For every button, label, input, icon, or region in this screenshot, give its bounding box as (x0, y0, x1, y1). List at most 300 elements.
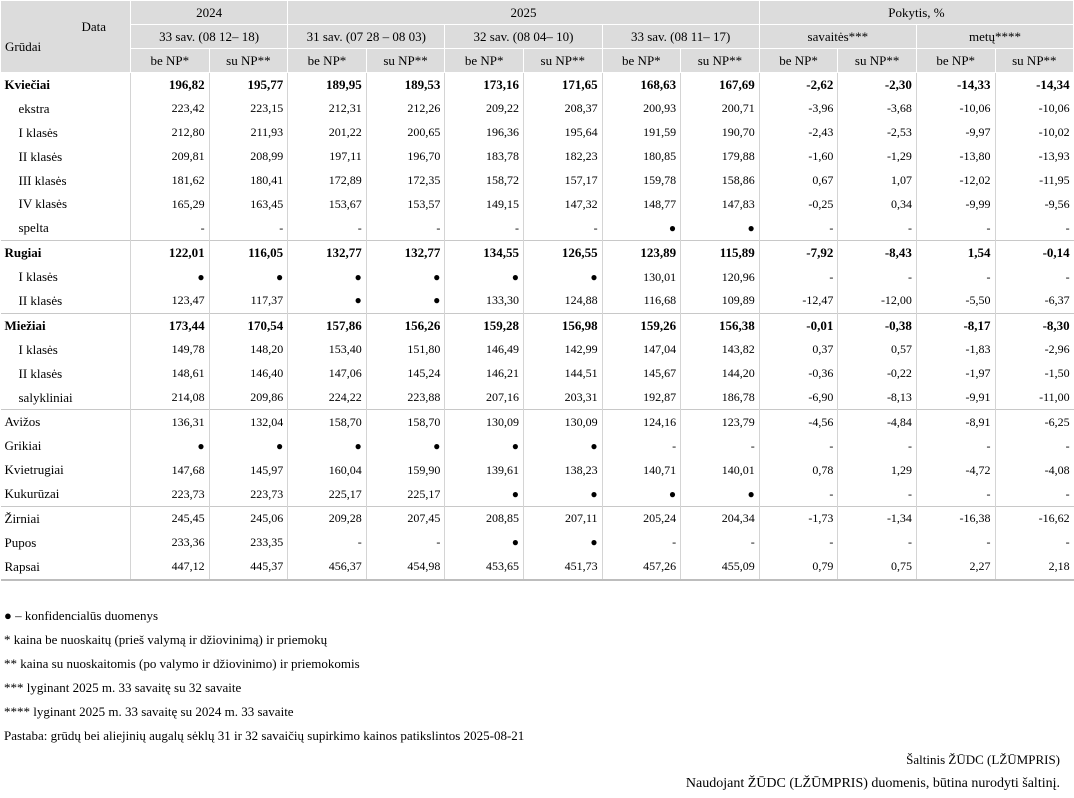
value-cell: 116,68 (602, 289, 681, 313)
value-cell: -0,38 (838, 313, 917, 337)
value-cell: ● (602, 216, 681, 240)
table-row (1, 192, 1074, 216)
value-cell: 145,24 (366, 362, 445, 386)
value-cell: 120,96 (681, 265, 760, 289)
table-row (1, 216, 1074, 240)
value-cell: -4,08 (995, 458, 1074, 482)
value-cell: 147,06 (288, 362, 367, 386)
value-cell: -6,90 (759, 386, 838, 410)
value-cell: 182,23 (523, 145, 602, 169)
value-cell: 456,37 (288, 555, 367, 580)
value-cell: 132,77 (366, 241, 445, 265)
value-cell: 208,85 (445, 507, 524, 531)
note-yearly: **** lyginant 2025 m. 33 savaitę su 2024 m. 33 savaite (4, 704, 294, 719)
value-cell: - (995, 482, 1074, 506)
value-cell: 245,45 (131, 507, 210, 531)
value-cell: -12,02 (916, 169, 995, 193)
value-cell: 209,28 (288, 507, 367, 531)
value-cell: ● (445, 434, 524, 458)
value-cell: -1,60 (759, 145, 838, 169)
value-cell: 173,44 (131, 313, 210, 337)
value-cell: 165,29 (131, 192, 210, 216)
value-cell: 142,99 (523, 338, 602, 362)
value-cell: -9,97 (916, 121, 995, 145)
value-cell: 191,59 (602, 121, 681, 145)
value-cell: -0,25 (759, 192, 838, 216)
value-cell: ● (288, 434, 367, 458)
value-cell: ● (523, 434, 602, 458)
value-cell: -8,13 (838, 386, 917, 410)
value-cell: 0,34 (838, 192, 917, 216)
header-week-33-2024: 33 sav. (08 12– 18) (131, 25, 288, 49)
value-cell: 457,26 (602, 555, 681, 580)
value-cell: 145,97 (209, 458, 288, 482)
value-cell: - (916, 531, 995, 555)
table-row (1, 362, 1074, 386)
value-cell: ● (288, 289, 367, 313)
header-be-np: be NP* (445, 49, 524, 73)
value-cell: 196,70 (366, 145, 445, 169)
value-cell: -1,83 (916, 338, 995, 362)
value-cell: 233,35 (209, 531, 288, 555)
value-cell: 0,57 (838, 338, 917, 362)
value-cell: 451,73 (523, 555, 602, 580)
value-cell: -14,34 (995, 73, 1074, 97)
table-row (1, 338, 1074, 362)
value-cell: 144,51 (523, 362, 602, 386)
value-cell: ● (681, 482, 760, 506)
value-cell: 123,89 (602, 241, 681, 265)
value-cell: 153,67 (288, 192, 367, 216)
value-cell: 180,41 (209, 169, 288, 193)
value-cell: 144,20 (681, 362, 760, 386)
value-cell: 1,07 (838, 169, 917, 193)
value-cell: 158,86 (681, 169, 760, 193)
value-cell: 109,89 (681, 289, 760, 313)
value-cell: -10,06 (995, 97, 1074, 121)
header-su-np: su NP** (366, 49, 445, 73)
header-su-np: su NP** (209, 49, 288, 73)
value-cell: - (916, 482, 995, 506)
value-cell: ● (523, 531, 602, 555)
value-cell: -16,62 (995, 507, 1074, 531)
value-cell: 159,78 (602, 169, 681, 193)
value-cell: 212,31 (288, 97, 367, 121)
value-cell: 209,81 (131, 145, 210, 169)
value-cell: 186,78 (681, 386, 760, 410)
value-cell: ● (131, 265, 210, 289)
value-cell: 223,73 (131, 482, 210, 506)
note-confidential: ● – konfidencialūs duomenys (4, 608, 159, 623)
row-label: II klasės (18, 365, 63, 381)
value-cell: 149,15 (445, 192, 524, 216)
value-cell: 455,09 (681, 555, 760, 580)
value-cell: -7,92 (759, 241, 838, 265)
value-cell: -1,50 (995, 362, 1074, 386)
note-be-np: * kaina be nuoskaitų (prieš valymą ir džiovinimą) ir priemokų (4, 632, 328, 647)
value-cell: -2,43 (759, 121, 838, 145)
value-cell: 195,64 (523, 121, 602, 145)
table-row (1, 121, 1074, 145)
value-cell: - (916, 216, 995, 240)
value-cell: 201,22 (288, 121, 367, 145)
value-cell: 146,21 (445, 362, 524, 386)
row-label: III klasės (18, 172, 67, 188)
value-cell: 207,11 (523, 507, 602, 531)
value-cell: 167,69 (681, 73, 760, 97)
value-cell: -8,43 (838, 241, 917, 265)
value-cell: 157,86 (288, 313, 367, 337)
value-cell: 149,78 (131, 338, 210, 362)
value-cell: 200,65 (366, 121, 445, 145)
row-label: I klasės (18, 269, 58, 285)
value-cell: -0,14 (995, 241, 1074, 265)
value-cell: 209,86 (209, 386, 288, 410)
value-cell: 139,61 (445, 458, 524, 482)
value-cell: 454,98 (366, 555, 445, 580)
value-cell: - (995, 531, 1074, 555)
value-cell: 147,83 (681, 192, 760, 216)
header-grudai-label: Grūdai (5, 39, 42, 54)
value-cell: ● (445, 265, 524, 289)
value-cell: - (838, 216, 917, 240)
value-cell: 123,79 (681, 410, 760, 434)
value-cell: 159,28 (445, 313, 524, 337)
value-cell: 133,30 (445, 289, 524, 313)
value-cell: 146,40 (209, 362, 288, 386)
value-cell: - (681, 434, 760, 458)
value-cell: -10,02 (995, 121, 1074, 145)
value-cell: 122,01 (131, 241, 210, 265)
value-cell: ● (445, 482, 524, 506)
value-cell: 445,37 (209, 555, 288, 580)
value-cell: 205,24 (602, 507, 681, 531)
value-cell: - (366, 531, 445, 555)
row-label: II klasės (18, 292, 63, 308)
note-pastaba: Pastaba: grūdų bei aliejinių augalų sėklų 31 ir 32 savaičių supirkimo kainos patikslintos 2025-08-21 (4, 728, 525, 743)
value-cell: -4,72 (916, 458, 995, 482)
table-row (1, 289, 1074, 313)
table-row (1, 145, 1074, 169)
value-cell: 130,09 (445, 410, 524, 434)
value-cell: -2,53 (838, 121, 917, 145)
row-label: ekstra (18, 100, 50, 116)
header-su-np: su NP** (523, 49, 602, 73)
value-cell: 153,57 (366, 192, 445, 216)
value-cell: ● (131, 434, 210, 458)
row-label: Miežiai (1, 313, 131, 337)
value-cell: 132,77 (288, 241, 367, 265)
note-weekly: *** lyginant 2025 m. 33 savaitę su 32 savaite (4, 680, 242, 695)
value-cell: 136,31 (131, 410, 210, 434)
value-cell: 180,85 (602, 145, 681, 169)
source-label: Šaltinis ŽŪDC (LŽŪMPRIS) (906, 752, 1060, 767)
value-cell: - (759, 531, 838, 555)
value-cell: 140,71 (602, 458, 681, 482)
header-year-2025: 2025 (288, 1, 760, 25)
value-cell: 204,34 (681, 507, 760, 531)
value-cell: -8,30 (995, 313, 1074, 337)
value-cell: -0,22 (838, 362, 917, 386)
value-cell: -4,84 (838, 410, 917, 434)
value-cell: 148,77 (602, 192, 681, 216)
value-cell: 196,82 (131, 73, 210, 97)
header-corner-cell (1, 1, 131, 73)
table-row (1, 507, 1074, 531)
value-cell: -13,80 (916, 145, 995, 169)
value-cell: 173,16 (445, 73, 524, 97)
value-cell: 233,36 (131, 531, 210, 555)
table-row (1, 555, 1074, 580)
value-cell: 116,05 (209, 241, 288, 265)
value-cell: 200,93 (602, 97, 681, 121)
source-note: Naudojant ŽŪDC (LŽŪMPRIS) duomenis, būtina nurodyti šaltinį. (685, 776, 1060, 791)
value-cell: -13,93 (995, 145, 1074, 169)
row-label: Grikiai (4, 438, 42, 454)
value-cell: 224,22 (288, 386, 367, 410)
value-cell: 192,87 (602, 386, 681, 410)
value-cell: 183,78 (445, 145, 524, 169)
value-cell: ● (366, 434, 445, 458)
value-cell: ● (209, 434, 288, 458)
row-label: Žirniai (1, 507, 131, 531)
row-label: I klasės (18, 124, 58, 140)
value-cell: ● (366, 289, 445, 313)
value-cell: 160,04 (288, 458, 367, 482)
table-row (1, 458, 1074, 482)
value-cell: - (838, 482, 917, 506)
value-cell: ● (445, 531, 524, 555)
value-cell: - (838, 531, 917, 555)
value-cell: 151,80 (366, 338, 445, 362)
value-cell: 153,40 (288, 338, 367, 362)
value-cell: -10,06 (916, 97, 995, 121)
value-cell: 132,04 (209, 410, 288, 434)
value-cell: 159,90 (366, 458, 445, 482)
header-week-31-2025: 31 sav. (07 28 – 08 03) (288, 25, 445, 49)
value-cell: -11,00 (995, 386, 1074, 410)
row-label: Rugiai (1, 241, 131, 265)
value-cell: 190,70 (681, 121, 760, 145)
value-cell: 2,27 (916, 555, 995, 580)
table-body (1, 73, 1074, 580)
value-cell: 168,63 (602, 73, 681, 97)
value-cell: ● (209, 265, 288, 289)
value-cell: -0,01 (759, 313, 838, 337)
value-cell: 146,49 (445, 338, 524, 362)
value-cell: 1,29 (838, 458, 917, 482)
table-row (1, 313, 1074, 337)
header-be-np: be NP* (288, 49, 367, 73)
value-cell: 0,67 (759, 169, 838, 193)
value-cell: - (838, 265, 917, 289)
value-cell: - (759, 216, 838, 240)
value-cell: 130,09 (523, 410, 602, 434)
value-cell: - (681, 531, 760, 555)
value-cell: 140,01 (681, 458, 760, 482)
value-cell: - (759, 482, 838, 506)
value-cell: - (759, 434, 838, 458)
value-cell: - (995, 434, 1074, 458)
row-label: Avižos (1, 410, 131, 434)
value-cell: 158,70 (288, 410, 367, 434)
table-row (1, 169, 1074, 193)
value-cell: 172,89 (288, 169, 367, 193)
value-cell: -3,68 (838, 97, 917, 121)
row-label: Kviečiai (1, 73, 131, 97)
header-su-np: su NP** (838, 49, 917, 73)
value-cell: 134,55 (445, 241, 524, 265)
value-cell: 223,15 (209, 97, 288, 121)
value-cell: -4,56 (759, 410, 838, 434)
value-cell: 207,16 (445, 386, 524, 410)
row-label: I klasės (18, 341, 58, 357)
value-cell: -5,50 (916, 289, 995, 313)
header-su-np: su NP** (681, 49, 760, 73)
value-cell: 179,88 (681, 145, 760, 169)
value-cell: 147,32 (523, 192, 602, 216)
row-label: Pupos (4, 534, 37, 550)
table-row (1, 73, 1074, 97)
header-be-np: be NP* (916, 49, 995, 73)
value-cell: 143,82 (681, 338, 760, 362)
value-cell: 156,38 (681, 313, 760, 337)
value-cell: 156,26 (366, 313, 445, 337)
table-row (1, 410, 1074, 434)
value-cell: 208,37 (523, 97, 602, 121)
value-cell: ● (681, 216, 760, 240)
value-cell: 124,88 (523, 289, 602, 313)
value-cell: 214,08 (131, 386, 210, 410)
header-su-np: su NP** (995, 49, 1074, 73)
value-cell: 212,26 (366, 97, 445, 121)
header-change-yearly: metų**** (916, 25, 1073, 49)
value-cell: 189,53 (366, 73, 445, 97)
value-cell: 200,71 (681, 97, 760, 121)
value-cell: - (602, 434, 681, 458)
note-su-np: ** kaina su nuoskaitomis (po valymo ir džiovinimo) ir priemokomis (4, 656, 360, 671)
value-cell: - (995, 216, 1074, 240)
value-cell: 203,31 (523, 386, 602, 410)
header-week-32-2025: 32 sav. (08 04– 10) (445, 25, 602, 49)
value-cell: - (131, 216, 210, 240)
value-cell: 197,11 (288, 145, 367, 169)
value-cell: -2,62 (759, 73, 838, 97)
header-change: Pokytis, % (759, 1, 1073, 25)
value-cell: - (445, 216, 524, 240)
value-cell: 148,61 (131, 362, 210, 386)
value-cell: 172,35 (366, 169, 445, 193)
value-cell: 126,55 (523, 241, 602, 265)
value-cell: -14,33 (916, 73, 995, 97)
value-cell: -2,30 (838, 73, 917, 97)
row-label: II klasės (18, 148, 63, 164)
row-label: IV klasės (18, 196, 68, 212)
value-cell: -12,00 (838, 289, 917, 313)
value-cell: 158,72 (445, 169, 524, 193)
value-cell: 124,16 (602, 410, 681, 434)
value-cell: - (759, 265, 838, 289)
value-cell: -8,91 (916, 410, 995, 434)
value-cell: ● (523, 265, 602, 289)
value-cell: 0,75 (838, 555, 917, 580)
value-cell: 170,54 (209, 313, 288, 337)
value-cell: -3,96 (759, 97, 838, 121)
header-be-np: be NP* (759, 49, 838, 73)
value-cell: ● (602, 482, 681, 506)
header-change-weekly: savaitės*** (759, 25, 916, 49)
row-label: spelta (18, 220, 49, 236)
value-cell: 0,78 (759, 458, 838, 482)
value-cell: 196,36 (445, 121, 524, 145)
table-row (1, 265, 1074, 289)
value-cell: 171,65 (523, 73, 602, 97)
value-cell: 189,95 (288, 73, 367, 97)
value-cell: 115,89 (681, 241, 760, 265)
table-row (1, 386, 1074, 410)
value-cell: -2,96 (995, 338, 1074, 362)
header-year-2024: 2024 (131, 1, 288, 25)
value-cell: -1,34 (838, 507, 917, 531)
table-row (1, 482, 1074, 506)
value-cell: 1,54 (916, 241, 995, 265)
value-cell: 209,22 (445, 97, 524, 121)
value-cell: 158,70 (366, 410, 445, 434)
row-label: Rapsai (1, 555, 131, 580)
value-cell: 2,18 (995, 555, 1074, 580)
value-cell: - (602, 531, 681, 555)
value-cell: -6,25 (995, 410, 1074, 434)
value-cell: - (838, 434, 917, 458)
row-label: Kukurūzai (4, 486, 60, 502)
value-cell: 148,20 (209, 338, 288, 362)
table-row (1, 97, 1074, 121)
value-cell: 225,17 (366, 482, 445, 506)
value-cell: -16,38 (916, 507, 995, 531)
table-header (1, 1, 1074, 73)
value-cell: 163,45 (209, 192, 288, 216)
value-cell: - (288, 531, 367, 555)
value-cell: 145,67 (602, 362, 681, 386)
value-cell: -12,47 (759, 289, 838, 313)
value-cell: 212,80 (131, 121, 210, 145)
value-cell: 0,37 (759, 338, 838, 362)
value-cell: - (209, 216, 288, 240)
value-cell: -6,37 (995, 289, 1074, 313)
value-cell: ● (366, 265, 445, 289)
value-cell: -9,91 (916, 386, 995, 410)
value-cell: 245,06 (209, 507, 288, 531)
value-cell: 157,17 (523, 169, 602, 193)
row-label: Kvietrugiai (4, 462, 64, 478)
value-cell: 211,93 (209, 121, 288, 145)
value-cell: 453,65 (445, 555, 524, 580)
value-cell: 447,12 (131, 555, 210, 580)
value-cell: -0,36 (759, 362, 838, 386)
header-be-np: be NP* (602, 49, 681, 73)
value-cell: - (366, 216, 445, 240)
value-cell: 223,73 (209, 482, 288, 506)
header-be-np: be NP* (131, 49, 210, 73)
value-cell: - (995, 265, 1074, 289)
value-cell: -8,17 (916, 313, 995, 337)
header-data-label: Data (81, 19, 106, 34)
row-label: salykliniai (18, 389, 73, 405)
value-cell: 225,17 (288, 482, 367, 506)
value-cell: 208,99 (209, 145, 288, 169)
value-cell: -1,73 (759, 507, 838, 531)
value-cell: 0,79 (759, 555, 838, 580)
